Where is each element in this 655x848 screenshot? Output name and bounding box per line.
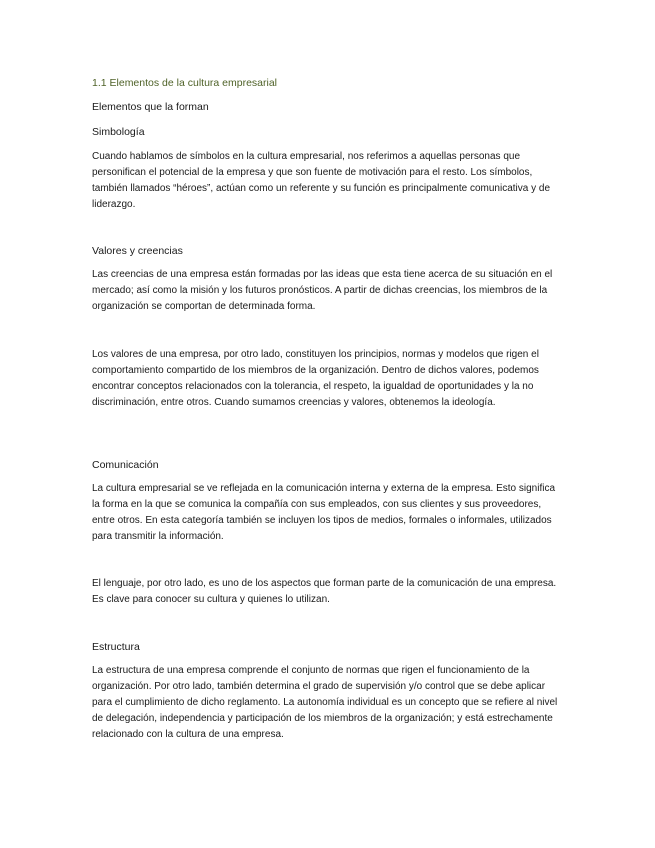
- paragraph-simbologia: Cuando hablamos de símbolos en la cultura empresarial, nos referimos a aquellas personas que personifican el potencial de la empresa y que son fuente de motivación para el resto. Los símbolos, también llamados “héroes”, actúan como un referente y su función es principalmente comunicativa y de liderazgo.: [92, 151, 551, 210]
- subtitle: Elementos que la forman: [92, 101, 209, 113]
- paragraph-creencias: Las creencias de una empresa están formadas por las ideas que esta tiene acerca de su situación en el mercado; así como la misión y los futuros pronósticos. A partir de dichas creencias, los miembros de la organización se comportan de determinada forma.: [92, 269, 553, 312]
- section-title: 1.1 Elementos de la cultura empresarial: [92, 77, 278, 89]
- paragraph-comunicacion: La cultura empresarial se ve reflejada en la comunicación interna y externa de la empresa. Esto significa la forma en la que se comunica la compañía con sus empleados, con sus clientes y sus proveedores, entre otros. En esta categoría también se incluyen los tipos de medios, formales o informales, utilizados para transmitir la información.: [92, 483, 556, 542]
- paragraph-lenguaje: El lenguaje, por otro lado, es uno de los aspectos que forman parte de la comunicación de una empresa. Es clave para conocer su cultura y quienes lo utilizan.: [92, 578, 557, 605]
- paragraph-estructura: La estructura de una empresa comprende el conjunto de normas que rigen el funcionamiento de la organización. Por otro lado, también determina el grado de supervisión y/o control que se debe aplicar para el cumplimiento de dicho reglamento. La autonomía individual es un concepto que se refiere al nivel de delegación, independencia y participación de los miembros de la organización; y está estrechamente relacionado con la cultura de una empresa.: [92, 665, 558, 740]
- heading-simbologia: Simbología: [92, 126, 145, 138]
- heading-comunicacion: Comunicación: [92, 459, 159, 471]
- heading-estructura: Estructura: [92, 641, 140, 653]
- heading-valores-creencias: Valores y creencias: [92, 245, 183, 257]
- paragraph-valores: Los valores de una empresa, por otro lado, constituyen los principios, normas y modelos que rigen el comportamiento compartido de los miembros de la organización. Dentro de dichos valores, podemos encontrar conceptos relacionados con la tolerancia, el respeto, la igualdad de oportunidades y la no discriminación, entre otros. Cuando sumamos creencias y valores, obtenemos la ideología.: [92, 349, 539, 408]
